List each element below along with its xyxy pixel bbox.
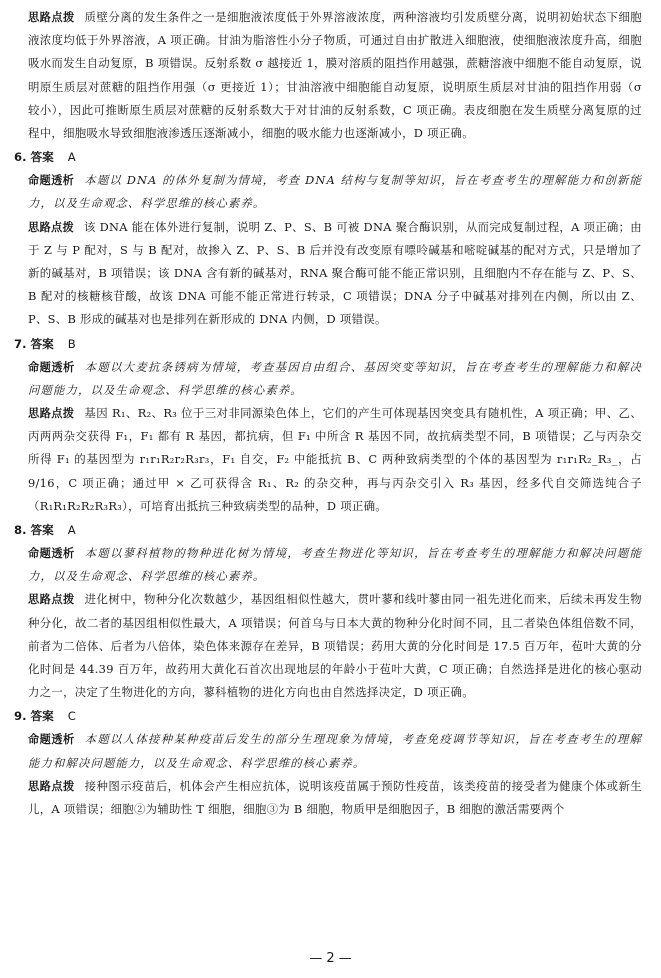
q6-analysis-text: 该 DNA 能在体外进行复制，说明 Z、P、S、B 可被 DNA 聚合酶识别，从而完成复制过程，A 项正确；由于 Z 与 P 配对，S 与 B 配对，故掺入 Z、P、S、B 后并没有改变原有嘌呤碱基和嘧啶碱基的配对方式，只是增加了新的碱基对，B 项错误；该 DNA 含有新的碱基对，RNA 聚合酶可能不能正常识别，且细胞内不存在能与 Z、P、S、B 配对的核糖核苷酸，故该 DNA 可能不能正常进行转录，C 项错误；DNA 分子中碱基对排列在内侧，所以由 Z、P、S、B 形成的碱基对也是排列在新形成的 DNA 内侧，D 项错误。 [28, 219, 642, 327]
q9-answer: C [67, 709, 76, 724]
q5-analysis-text: 质壁分离的发生条件之一是细胞液浓度低于外界溶液浓度，两种溶液均引发质壁分离，说明初始状态下细胞液浓度均低于外界溶液，A 项正确。甘油为脂溶性小分子物质，可通过自由扩散进入细胞液，使细胞液浓度升高，细胞吸水而发生自动复原，B 项错误。反射系数 σ 越接近 1，膜对溶质的阻挡作用越强，蔗糖溶液中细胞不能自动复原，说明原生质层对蔗糖的阻挡作用强（σ 更接近 1）；甘油溶液中细胞能自动复原，说明原生质层对甘油的阻挡作用弱（σ 较小），因此可推断原生质层对蔗糖的反射系数大于对甘油的反射系数，C 项正确。表皮细胞在发生质壁分离复原的过程中，细胞吸水导致细胞液渗透压逐渐减小，细胞的吸水能力也逐渐减小，D 项正确。 [28, 10, 642, 141]
q6-answer-label: 答案 [30, 150, 54, 165]
analysis-label: 思路点拨 [28, 11, 75, 24]
q8-intent [28, 542, 642, 588]
q6-answer: A [67, 150, 76, 165]
intent-label: 命题透析 [28, 547, 75, 561]
q7-analysis [28, 402, 642, 518]
q6-answer-line [14, 146, 642, 168]
q7-number: 7. [14, 336, 27, 351]
q8-analysis-text: 进化树中，物种分化次数越少，基因组相似性越大，贯叶蓼和线叶蓼由同一祖先进化而来，后续未再发生物种分化，故二者的基因组相似性最大，A 项错误；何首乌与日本大黄的物种分化时间不同，且二者染色体组倍数不同，前者为二倍体、后者为八倍体，染色体来源存在差异，B 项错误；药用大黄的分化时间是 17.5 百万年，苞叶大黄的分化时间是 44.39 百万年，故药用大黄化石首次出现地层的年龄小于苞叶大黄，C 项正确；自然选择是进化的核心驱动力之一，决定了生物进化的方向，蓼科植物的进化方向也由自然选择决定，D 项正确。 [28, 592, 642, 700]
analysis-label: 思路点拨 [28, 407, 75, 421]
q9-analysis-text: 接种图示疫苗后，机体会产生相应抗体，说明该疫苗属于预防性疫苗，该类疫苗的接受者为健康个体或新生儿，A 项错误；细胞②为辅助性 T 细胞，细胞③为 B 细胞，物质甲是细胞因子，B 细胞的激活需要两个 [28, 778, 642, 817]
q8-answer-line [14, 519, 642, 541]
q9-number: 9. [14, 709, 27, 724]
q7-intent [28, 356, 642, 402]
q8-intent-text: 本题以蓼科植物的物种进化树为情境，考查生物进化等知识，旨在考查考生的理解能力和解决问题能力，以及生命观念、科学思维的核心素养。 [28, 546, 642, 584]
q6-intent-text: 本题以 DNA 的体外复制为情境，考查 DNA 结构与复制等知识，旨在考查考生的理解能力和创新能力，以及生命观念、科学思维的核心素养。 [28, 173, 643, 211]
q6-number: 6. [14, 150, 27, 165]
q8-analysis [28, 588, 642, 704]
q7-intent-text: 本题以大麦抗条锈病为情境，考查基因自由组合、基因突变等知识，旨在考查考生的理解能力和解决问题能力，以及生命观念、科学思维的核心素养。 [28, 359, 642, 397]
q6-analysis [28, 216, 642, 332]
intent-label: 命题透析 [28, 733, 75, 747]
analysis-label: 思路点拨 [28, 593, 75, 607]
q8-number: 8. [14, 523, 27, 538]
q6-intent [28, 169, 642, 215]
q8-answer-label: 答案 [30, 523, 54, 538]
q9-answer-line [14, 705, 642, 727]
q7-answer: B [67, 336, 76, 351]
q5-analysis [28, 6, 642, 145]
intent-label: 命题透析 [28, 174, 75, 188]
intent-label: 命题透析 [28, 360, 75, 374]
q7-answer-line [14, 333, 642, 355]
q8-answer: A [67, 523, 76, 538]
analysis-label: 思路点拨 [28, 220, 74, 234]
q9-analysis [28, 775, 642, 821]
q9-answer-label: 答案 [30, 709, 54, 724]
q7-analysis-text: 基因 R₁、R₂、R₃ 位于三对非同源染色体上，它们的产生可体现基因突变具有随机性，A 项正确；甲、乙、丙两两杂交获得 F₁，F₁ 都有 R 基因，都抗病，但 F₁ 中所含 R 基因不同，故抗病类型不同，B 项错误；乙与丙杂交所得 F₁ 的基因型为 r₁r₁R₂r₂R₃r₃，F₁ 自交，F₂ 中能抵抗 B、C 两种致病类型的个体的基因型为 r₁r₁R₂_R₃_，占 9/16，C 项正确；通过甲 × 乙可获得含 R₁、R₂ 的杂交种，再与丙杂交引入 R₃ 基因，经多代自交筛选纯合子（R₁R₁R₂R₂R₃R₃），可培育出抵抗三种致病类型的品种，D 项正确。 [28, 406, 643, 513]
analysis-label: 思路点拨 [28, 779, 75, 793]
document-page [14, 6, 643, 821]
q9-intent [28, 728, 642, 774]
page-number: — 2 — [309, 951, 352, 966]
q9-intent-text: 本题以人体接种某种疫苗后发生的部分生理现象为情境，考查免疫调节等知识，旨在考查考生的理解能力和解决问题能力，以及生命观念、科学思维的核心素养。 [28, 732, 642, 770]
q7-answer-label: 答案 [30, 336, 54, 351]
